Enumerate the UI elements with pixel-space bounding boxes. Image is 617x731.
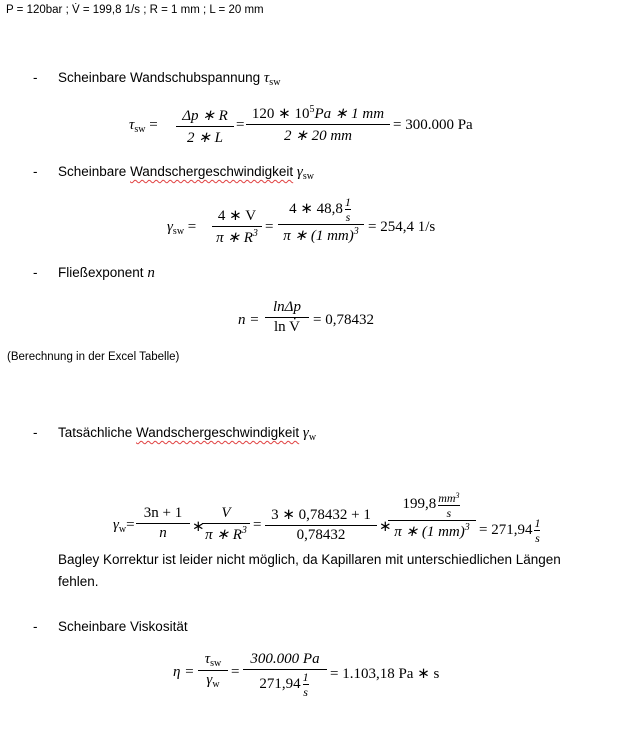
heading-text: Fließexponent bbox=[58, 265, 144, 280]
eq3-lhs: n = bbox=[238, 312, 260, 328]
eq5-fraction-1: $\tau_{sw}$ $\gamma_w$ bbox=[198, 651, 228, 690]
section-heading-wall-shear-stress bbox=[58, 70, 280, 88]
heading-symbol: $\gamma_w$ bbox=[302, 425, 317, 443]
eq1-equals: = bbox=[236, 117, 245, 133]
heading-text: Scheinbare bbox=[58, 164, 131, 179]
eq4-fraction-3: 3 ∗ 0,78432 + 1 0,78432 bbox=[265, 505, 377, 544]
eq4-multiply: ∗ bbox=[192, 519, 205, 535]
bagley-note-line-1: Bagley Korrektur ist leider nicht möglich, da Kapillaren mit unterschiedlichen Längen bbox=[58, 552, 561, 567]
heading-text: Tatsächliche bbox=[58, 425, 137, 440]
heading-text: Scheinbare Wandschubspannung bbox=[58, 70, 261, 85]
eq4-fraction-2: V π ∗ $R^3$ bbox=[202, 505, 250, 544]
eq5-lhs: η = bbox=[173, 664, 195, 680]
eq4-result: = 271,94 $\frac{1}{s}$ bbox=[479, 516, 541, 545]
bullet-dash: - bbox=[33, 265, 38, 280]
eq2-fraction-2: 4 ∗ 48,8 $\frac{1}{s}$ π ∗ (1 mm)$^3$ bbox=[278, 196, 364, 245]
bullet-dash: - bbox=[33, 164, 38, 179]
eq5-equals: = bbox=[231, 664, 240, 680]
eq3-result: = 0,78432 bbox=[313, 312, 374, 328]
section-heading-apparent-shear-rate bbox=[58, 164, 314, 182]
eq1-fraction-1: Δp ∗ R 2 ∗ L bbox=[176, 106, 234, 147]
eq1-result: = 300.000 Pa bbox=[393, 117, 473, 133]
bullet-dash: - bbox=[33, 425, 38, 440]
heading-symbol: n bbox=[147, 265, 155, 281]
section-heading-true-shear-rate bbox=[58, 425, 316, 443]
heading-symbol: $\gamma_{sw}$ bbox=[296, 164, 314, 182]
eq4-equals: = bbox=[253, 517, 262, 533]
bullet-dash: - bbox=[33, 619, 38, 634]
section-heading-apparent-viscosity: Scheinbare Viskosität bbox=[58, 619, 188, 634]
eq1-fraction-2: 120 ∗ $10^5Pa$ ∗ 1 mm 2 ∗ 20 mm bbox=[246, 104, 390, 145]
eq5-result: = 1.103,18 Pa ∗ s bbox=[330, 666, 440, 682]
eq2-lhs: $\gamma_{sw}$ = bbox=[167, 219, 197, 237]
eq3-fraction: lnΔp ln V̇ bbox=[265, 299, 309, 336]
heading-text-spellcheck: Wandschergeschwindigkeit bbox=[136, 425, 300, 440]
eq4-fraction-1: 3n + 1 n bbox=[136, 505, 190, 542]
heading-text-spellcheck: Wandschergeschwindigkeit bbox=[130, 164, 294, 179]
eq2-result: = 254,4 1/s bbox=[368, 219, 436, 235]
excel-note: (Berechnung in der Excel Tabelle) bbox=[7, 351, 180, 363]
eq4-fraction-4: 199,8 $\frac{mm^3}{s}$ π ∗ (1 mm)$^3$ bbox=[388, 490, 476, 541]
eq2-fraction-1: 4 ∗ V π ∗ $R^3$ bbox=[212, 206, 262, 247]
eq1-lhs: $\tau_{sw}$ = bbox=[129, 117, 158, 135]
bagley-note-line-2: fehlen. bbox=[58, 574, 99, 589]
eq5-fraction-2: 300.000 Pa 271,94 $\frac{1}{s}$ bbox=[243, 651, 327, 698]
section-heading-flow-exponent bbox=[58, 265, 155, 282]
eq4-lhs: $\gamma_w=$ bbox=[113, 517, 135, 535]
eq2-equals: = bbox=[265, 219, 274, 235]
given-values-line: P = 120bar ; V̇ = 199,8 1/s ; R = 1 mm ; L = 20 mm bbox=[6, 4, 264, 16]
bullet-dash: - bbox=[33, 70, 38, 85]
heading-symbol: $\tau_{sw}$ bbox=[263, 70, 281, 88]
eq4-multiply: ∗ bbox=[379, 519, 392, 535]
